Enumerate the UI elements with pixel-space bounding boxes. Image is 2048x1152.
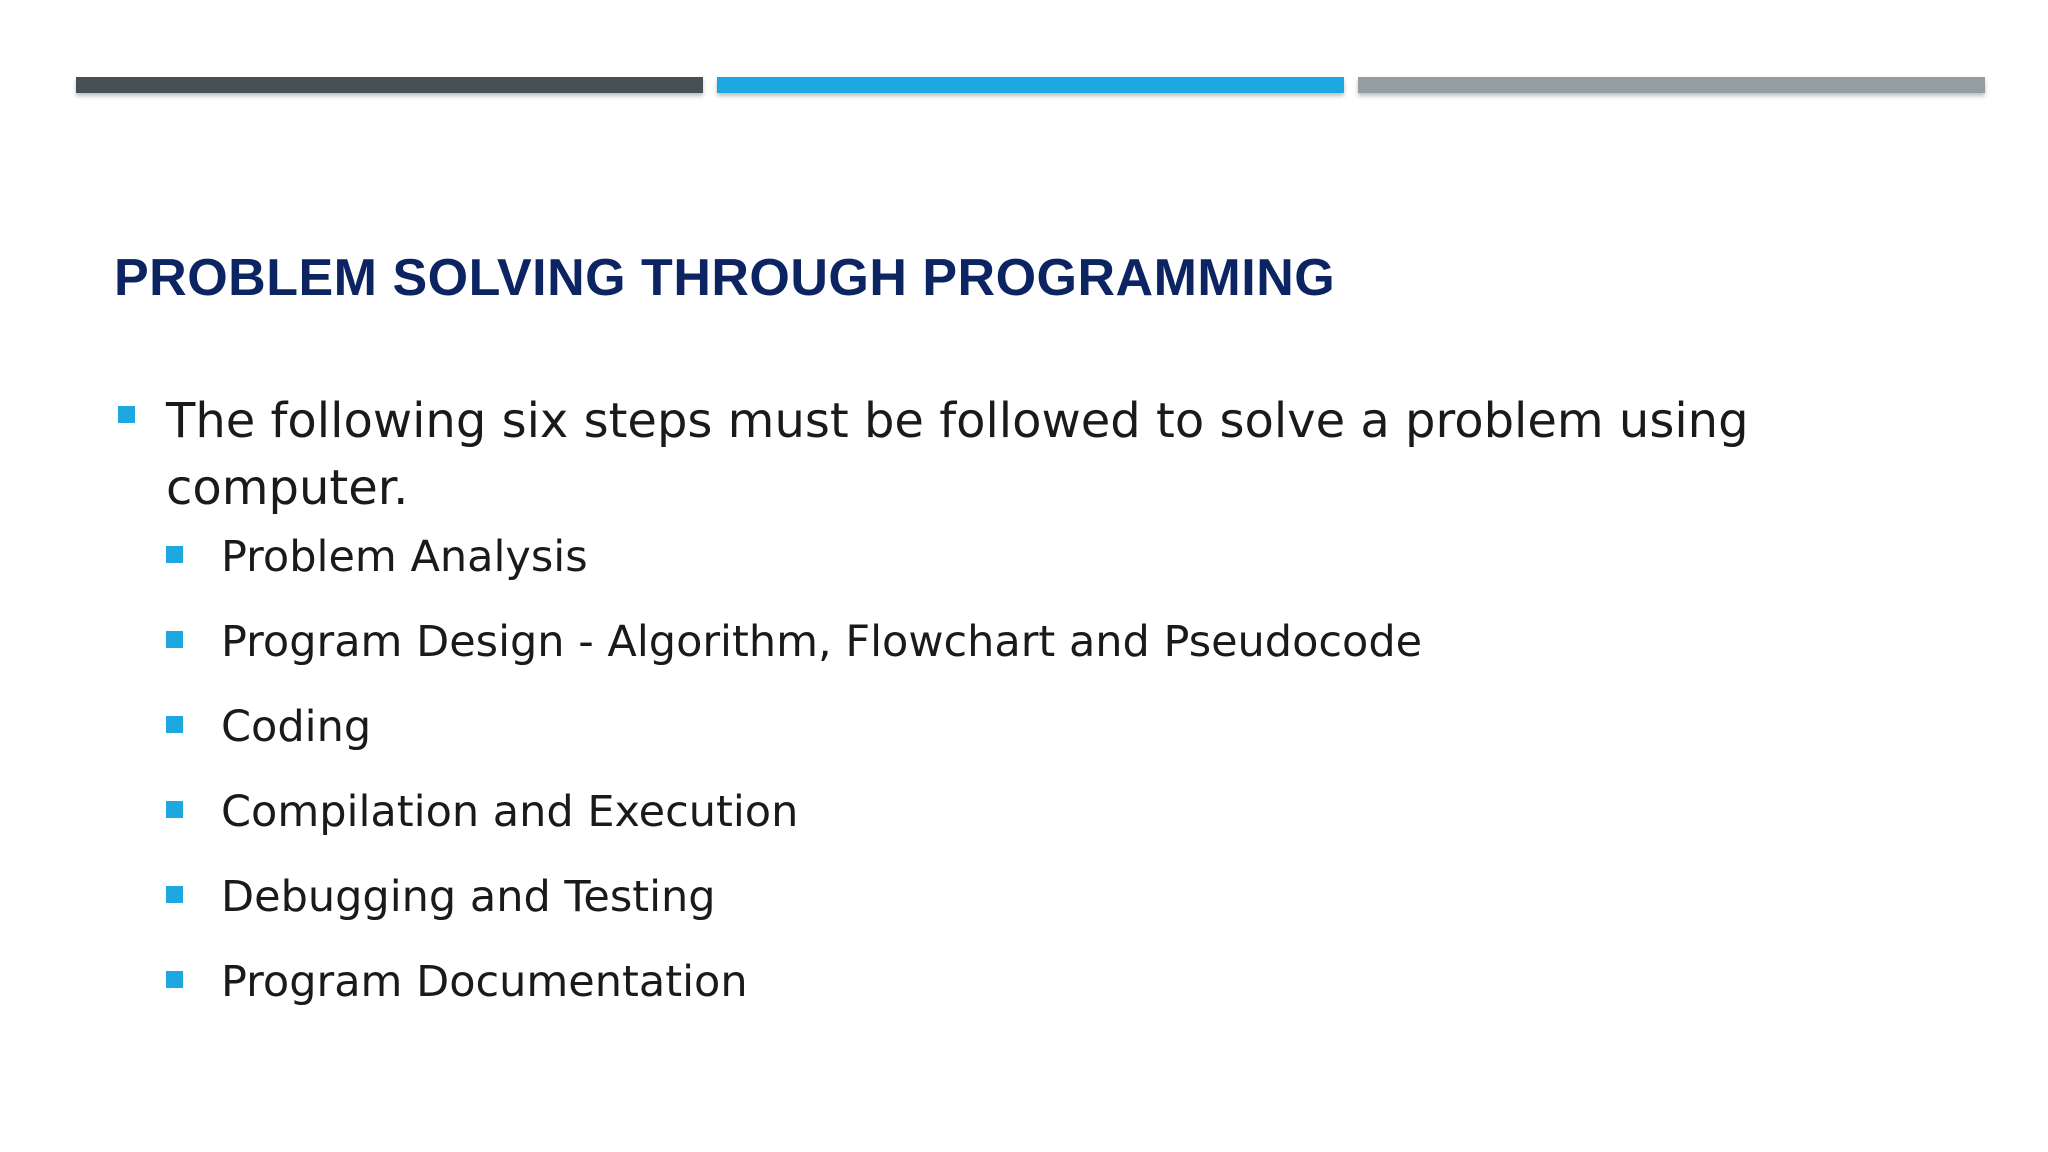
step-item — [166, 785, 1814, 870]
square-bullet-icon — [166, 886, 183, 903]
step-list — [166, 530, 1814, 1040]
accent-bar-blue — [717, 77, 1344, 93]
step-label: Program Documentation — [221, 957, 748, 1007]
square-bullet-icon — [166, 716, 183, 733]
square-bullet-icon — [118, 406, 135, 423]
step-item — [166, 955, 1814, 1040]
step-label: Debugging and Testing — [221, 872, 716, 922]
square-bullet-icon — [166, 971, 183, 988]
accent-bar-dark — [76, 77, 703, 93]
step-label: Problem Analysis — [221, 532, 588, 582]
bullet-text-main: The following six steps must be followed to solve a problem using computer. — [166, 393, 1749, 516]
bullet-list — [114, 388, 1814, 1040]
step-label: Compilation and Execution — [221, 787, 799, 837]
step-item — [166, 700, 1814, 785]
slide-title: PROBLEM SOLVING THROUGH PROGRAMMING — [114, 249, 1336, 307]
step-label: Coding — [221, 702, 372, 752]
square-bullet-icon — [166, 546, 183, 563]
accent-bar-gray — [1358, 77, 1985, 93]
square-bullet-icon — [166, 631, 183, 648]
step-item — [166, 530, 1814, 615]
step-item — [166, 615, 1814, 700]
square-bullet-icon — [166, 801, 183, 818]
bullet-item-main — [114, 388, 1814, 1040]
step-label: Program Design - Algorithm, Flowchart and Pseudocode — [221, 617, 1423, 667]
step-item — [166, 870, 1814, 955]
